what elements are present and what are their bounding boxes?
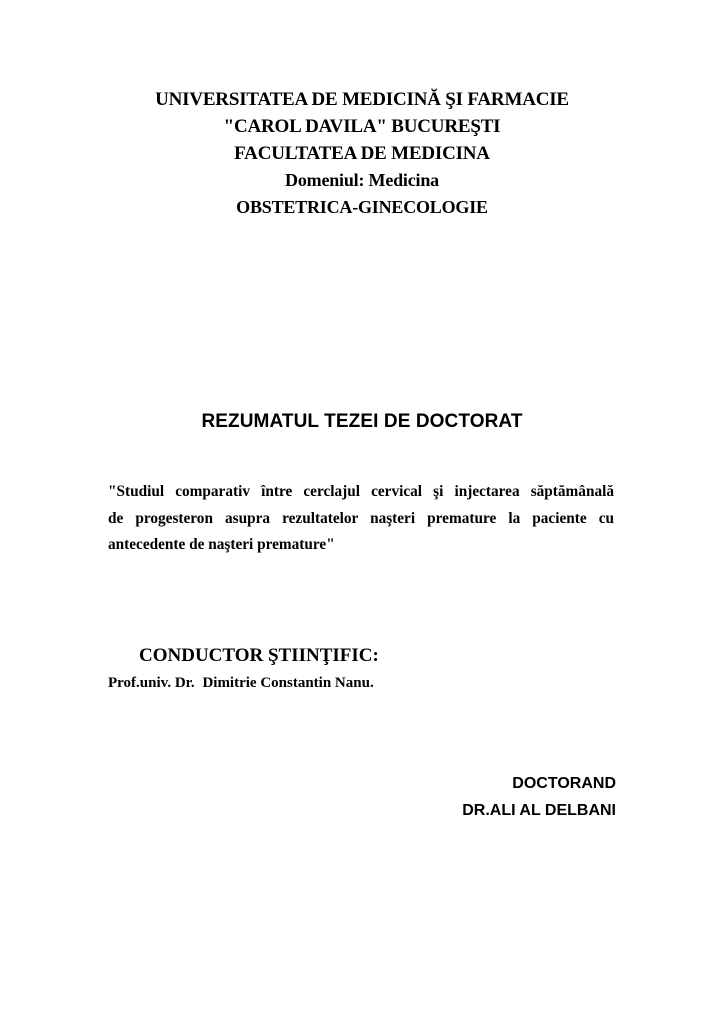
advisor-line [108,675,374,692]
candidate-block [462,770,616,824]
study-title-line: antecedente de naşteri premature" [108,536,335,553]
study-title-line: de progesteron asupra rezultatelor naşteri premature la paciente cu [108,509,614,527]
advisor-heading: CONDUCTOR ŞTIINŢIFIC: [139,645,379,666]
institution-header [0,86,724,221]
advisor-name: Dimitrie Constantin Nanu. [202,675,374,691]
candidate-name: DR.ALI AL DELBANI [462,802,616,819]
specialty-line: OBSTETRICA-GINECOLOGIE [236,197,488,217]
thesis-title: REZUMATUL TEZEI DE DOCTORAT [201,411,523,432]
university-name-line: "CAROL DAVILA" BUCUREŞTI [223,116,501,137]
faculty-line: FACULTATEA DE MEDICINA [234,143,490,164]
study-title-line: "Studiul comparativ între cerclajul cervical şi injectarea săptămânală [108,483,614,500]
domain-line: Domeniul: Medicina [285,170,439,190]
university-line: UNIVERSITATEA DE MEDICINĂ ŞI FARMACIE [155,89,569,110]
study-title [108,479,614,559]
candidate-label: DOCTORAND [512,775,616,792]
advisor-academic-title: Prof.univ. Dr. [108,675,195,691]
